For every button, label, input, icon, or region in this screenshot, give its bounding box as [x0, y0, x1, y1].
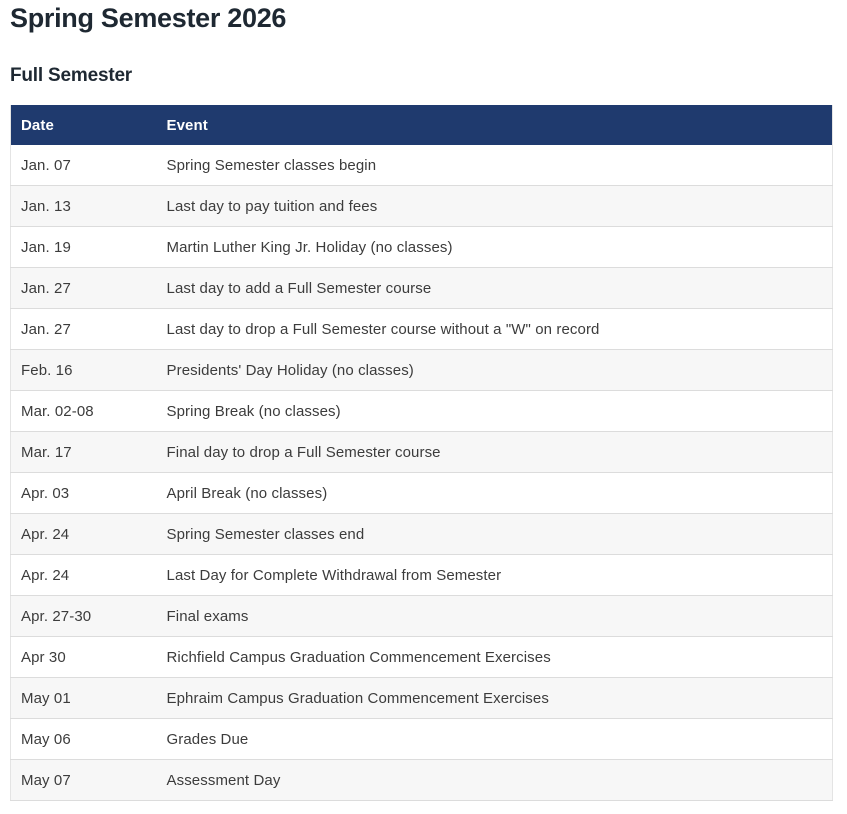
event-cell: Last Day for Complete Withdrawal from Semester — [157, 555, 833, 596]
date-cell: May 07 — [11, 760, 157, 801]
calendar-table-body — [11, 145, 833, 801]
event-cell: Spring Semester classes end — [157, 514, 833, 555]
date-cell: Mar. 02-08 — [11, 391, 157, 432]
date-cell: May 06 — [11, 719, 157, 760]
page-title: Spring Semester 2026 — [10, 3, 287, 33]
event-cell: Grades Due — [157, 719, 833, 760]
table-row — [11, 596, 833, 637]
calendar-table — [10, 105, 833, 801]
event-cell: Presidents' Day Holiday (no classes) — [157, 350, 833, 391]
table-row — [11, 432, 833, 473]
date-cell: Feb. 16 — [11, 350, 157, 391]
event-cell: Last day to pay tuition and fees — [157, 186, 833, 227]
event-cell: Final exams — [157, 596, 833, 637]
table-row — [11, 268, 833, 309]
event-cell: Final day to drop a Full Semester course — [157, 432, 833, 473]
event-cell: Last day to drop a Full Semester course without a "W" on record — [157, 309, 833, 350]
event-cell: Spring Break (no classes) — [157, 391, 833, 432]
event-cell: Martin Luther King Jr. Holiday (no classes) — [157, 227, 833, 268]
date-cell: Jan. 13 — [11, 186, 157, 227]
event-cell: Ephraim Campus Graduation Commencement Exercises — [157, 678, 833, 719]
table-row — [11, 760, 833, 801]
date-cell: Apr. 24 — [11, 555, 157, 596]
date-cell: Jan. 27 — [11, 309, 157, 350]
table-row — [11, 719, 833, 760]
table-row — [11, 637, 833, 678]
date-cell: Apr. 24 — [11, 514, 157, 555]
section-title: Full Semester — [10, 65, 133, 86]
table-row — [11, 473, 833, 514]
table-row — [11, 350, 833, 391]
table-row — [11, 678, 833, 719]
table-row — [11, 309, 833, 350]
date-cell: Apr. 03 — [11, 473, 157, 514]
table-row — [11, 514, 833, 555]
table-row — [11, 391, 833, 432]
table-row — [11, 186, 833, 227]
event-cell: Spring Semester classes begin — [157, 145, 833, 186]
date-cell: Jan. 19 — [11, 227, 157, 268]
date-cell: Mar. 17 — [11, 432, 157, 473]
calendar-table-header — [11, 105, 833, 145]
date-cell: Apr 30 — [11, 637, 157, 678]
event-column-header: Event — [157, 105, 833, 145]
event-cell: Richfield Campus Graduation Commencement Exercises — [157, 637, 833, 678]
event-cell: Last day to add a Full Semester course — [157, 268, 833, 309]
date-cell: Apr. 27-30 — [11, 596, 157, 637]
header-row — [11, 105, 833, 145]
date-column-header: Date — [11, 105, 157, 145]
event-cell: Assessment Day — [157, 760, 833, 801]
date-cell: Jan. 07 — [11, 145, 157, 186]
table-row — [11, 227, 833, 268]
date-cell: Jan. 27 — [11, 268, 157, 309]
event-cell: April Break (no classes) — [157, 473, 833, 514]
table-row — [11, 555, 833, 596]
table-row — [11, 145, 833, 186]
date-cell: May 01 — [11, 678, 157, 719]
